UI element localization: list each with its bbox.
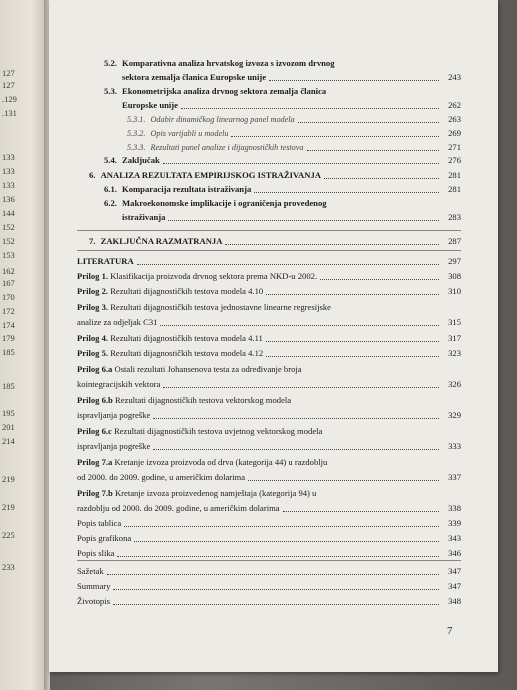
toc-entry-title: Životopis (77, 596, 110, 606)
left-page-number: 133 (2, 166, 15, 176)
toc-entry-title: Europske unije (122, 100, 178, 110)
toc-entry-number: Prilog 1. (77, 271, 111, 281)
left-page-number: 127 (2, 80, 15, 90)
toc-entry-page: 276 (448, 155, 461, 165)
toc-entry (77, 472, 245, 483)
toc-leader-dots (231, 136, 439, 137)
toc-leader-dots (307, 150, 439, 151)
toc-entry-title: Popis tablica (77, 518, 122, 528)
toc-entry-page: 333 (448, 441, 461, 451)
left-page-number: 219 (2, 502, 15, 512)
toc-entry (77, 441, 150, 452)
toc-leader-dots (117, 556, 439, 557)
toc-entry (77, 379, 160, 390)
left-page-number: 185 (2, 381, 15, 391)
toc-entry (122, 72, 266, 83)
toc-entry (77, 348, 263, 359)
toc-entry-page: 348 (448, 596, 461, 606)
toc-entry (77, 426, 322, 437)
toc-entry-page: 337 (448, 472, 461, 482)
toc-entry-title: Rezultati dijagnostičkih testova modela 4.12 (110, 348, 264, 358)
toc-entry-title: od 2000. do 2009. godine, u američkim dolarima (77, 472, 246, 482)
toc-entry-number: 6.1. (104, 184, 120, 194)
toc-leader-dots (181, 108, 439, 109)
toc-entry-title: Rezultati panel analize i dijagnostičkih testova (150, 143, 304, 152)
toc-leader-dots (320, 279, 439, 280)
toc-leader-dots (160, 325, 439, 326)
toc-leader-dots (163, 163, 439, 164)
left-page-number: 233 (2, 562, 15, 572)
toc-entry-page: 347 (448, 581, 461, 591)
toc-leader-dots (137, 264, 439, 265)
toc-entry-page: 263 (448, 114, 461, 124)
toc-entry-number: 5.2. (104, 58, 120, 68)
left-page-number: 153 (2, 250, 15, 260)
toc-leader-dots (107, 574, 439, 575)
left-page-number: 167 (2, 278, 15, 288)
left-page-number: 179 (2, 333, 15, 343)
left-page-number: .131 (2, 108, 17, 118)
left-page-number: 174 (2, 320, 15, 330)
toc-leader-dots (266, 356, 439, 357)
toc-entry (77, 256, 134, 267)
toc-leader-dots (163, 387, 439, 388)
toc-entry-number: Prilog 7.a (77, 457, 115, 467)
toc-entry-number: Prilog 7.b (77, 488, 115, 498)
toc-entry (122, 212, 165, 223)
toc-entry-page: 326 (448, 379, 461, 389)
toc-entry-title: sektora zemalja članica Europske unije (122, 72, 267, 82)
toc-entry (77, 271, 317, 282)
toc-entry-title: Komparacija rezultata istraživanja (122, 184, 252, 194)
toc-leader-dots (113, 589, 439, 590)
toc-leader-dots (266, 341, 439, 342)
toc-entry-title: ispravljanja pogreške (77, 441, 151, 451)
toc-entry-number: 5.3.2. (127, 129, 148, 138)
toc-entry (77, 596, 110, 607)
toc-entry-number: Prilog 6.a (77, 364, 115, 374)
toc-entry (77, 581, 110, 592)
toc-entry-title: Kretanje izvoza proizvoda od drva (kategorija 44) u razdoblju (114, 457, 328, 467)
toc-entry (127, 114, 295, 125)
toc-entry-title: Rezultati dijagnostičkih testova jednostavne linearne regresijske (110, 302, 331, 312)
toc-entry-title: Ekonometrijska analiza drvnog sektora zemalja članica (122, 86, 327, 96)
toc-entry (77, 286, 263, 297)
toc-entry-title: Summary (77, 581, 111, 591)
toc-entry-number: 6. (89, 170, 98, 180)
toc-entry (77, 410, 150, 421)
toc-entry-title: istraživanja (122, 212, 166, 222)
toc-leader-dots (269, 80, 439, 81)
toc-entry (77, 488, 316, 499)
toc-entry-title: Sažetak (77, 566, 104, 576)
toc-entry-title: ZAKLJUČNA RAZMATRANJA (100, 236, 223, 246)
toc-entry-page: 343 (448, 533, 461, 543)
toc-entry-title: Rezultati dijagnostičkih testova uvjetnog vektorskog modela (114, 426, 323, 436)
toc-entry-title: Rezultati dijagnostičkih testova modela 4.11 (110, 333, 263, 343)
toc-entry-title: ANALIZA REZULTATA EMPIRIJSKOG ISTRAŽIVANJA (100, 170, 321, 180)
toc-entry-title: Ostali rezultati Johansenova testa za određivanje broja (114, 364, 302, 374)
toc-entry-page: 329 (448, 410, 461, 420)
toc-entry (89, 236, 222, 247)
toc-leader-dots (124, 526, 439, 527)
left-page-number: 127 (2, 68, 15, 78)
toc-entry-number: Prilog 5. (77, 348, 111, 358)
toc-entry-title: Komparativna analiza hrvatskog izvoza s izvozom drvnog (122, 58, 335, 68)
toc-entry-page: 281 (448, 184, 461, 194)
toc-leader-dots (324, 178, 439, 179)
toc-entry (77, 302, 331, 313)
toc-entry-title: Odabir dinamičkog linearnog panel modela (150, 115, 295, 124)
left-page-number: 133 (2, 180, 15, 190)
toc-entry (127, 128, 228, 139)
toc-leader-dots (168, 220, 439, 221)
toc-entry-page: 269 (448, 128, 461, 138)
toc-leader-dots (248, 480, 439, 481)
toc-entry-page: 310 (448, 286, 461, 296)
left-page-number: 133 (2, 152, 15, 162)
toc-entry-number: 7. (89, 236, 98, 246)
section-divider (77, 230, 461, 231)
toc-entry-number: 6.2. (104, 198, 120, 208)
left-page-number: 172 (2, 306, 15, 316)
left-page-number: 214 (2, 436, 15, 446)
left-page-number: 185 (2, 347, 15, 357)
left-page-number: 195 (2, 408, 15, 418)
toc-entry-title: Rezultati dijagnostičkih testova modela 4.10 (110, 286, 264, 296)
toc-entry (77, 518, 121, 529)
toc-entry-page: 281 (448, 170, 461, 180)
toc-entry (77, 333, 263, 344)
toc-entry-title: Opis varijabli u modelu (150, 129, 229, 138)
toc-entry-page: 323 (448, 348, 461, 358)
toc-entry (77, 317, 157, 328)
toc-entry (104, 58, 335, 69)
toc-entry-number: 5.3. (104, 86, 120, 96)
toc-entry-title: Zaključak (122, 155, 160, 165)
toc-entry-title: Rezultati dijagnostičkih testova vektorskog modela (114, 395, 292, 405)
toc-entry (104, 184, 251, 195)
toc-leader-dots (225, 244, 439, 245)
toc-entry (77, 364, 302, 375)
toc-entry (122, 100, 178, 111)
section-divider (77, 560, 461, 561)
toc-entry-number: Prilog 2. (77, 286, 111, 296)
toc-entry-page: 315 (448, 317, 461, 327)
toc-entry-title: Popis slika (77, 548, 115, 558)
toc-entry-page: 243 (448, 72, 461, 82)
toc-entry-page: 283 (448, 212, 461, 222)
left-page-number: 152 (2, 236, 15, 246)
toc-leader-dots (298, 122, 439, 123)
toc-entry (77, 395, 291, 406)
toc-entry-page: 262 (448, 100, 461, 110)
toc-entry-page: 271 (448, 142, 461, 152)
toc-entry-title: razdoblju od 2000. do 2009. godine, u američkim dolarima (77, 503, 280, 513)
section-divider (77, 250, 461, 251)
toc-entry-page: 346 (448, 548, 461, 558)
toc-entry-title: Klasifikacija proizvoda drvnog sektora prema NKD-u 2002. (110, 271, 318, 281)
toc-leader-dots (134, 541, 439, 542)
left-page-number: 152 (2, 222, 15, 232)
toc-leader-dots (153, 418, 439, 419)
toc-leader-dots (153, 449, 439, 450)
left-page-number: .129 (2, 94, 17, 104)
page-number: 7 (447, 625, 453, 637)
toc-entry-title: ispravljanja pogreške (77, 410, 151, 420)
toc-entry-number: 5.3.3. (127, 143, 148, 152)
toc-entry-title: Kretanje izvoza proizvedenog namještaja (kategorija 94) u (114, 488, 317, 498)
toc-entry-number: Prilog 3. (77, 302, 111, 312)
toc-leader-dots (254, 192, 439, 193)
toc-entry-number: Prilog 4. (77, 333, 111, 343)
toc-entry-page: 339 (448, 518, 461, 528)
toc-entry (104, 155, 160, 166)
toc-entry-number: Prilog 6.b (77, 395, 115, 405)
toc-entry (104, 198, 327, 209)
toc-entry-page: 287 (448, 236, 461, 246)
toc-entry-title: Makroekonomske implikacije i ograničenja provedenog (122, 198, 327, 208)
left-page-number: 136 (2, 194, 15, 204)
left-page-number: 144 (2, 208, 15, 218)
left-page-number: 162 (2, 266, 15, 276)
left-page-number: 219 (2, 474, 15, 484)
toc-entry (77, 566, 104, 577)
toc-entry (77, 457, 327, 468)
toc-entry-number: 5.4. (104, 155, 120, 165)
toc-entry (77, 533, 131, 544)
toc-entry (77, 548, 114, 559)
toc-entry-page: 347 (448, 566, 461, 576)
toc-entry (104, 86, 326, 97)
toc-entry-title: kointegracijskih vektora (77, 379, 161, 389)
toc-entry-title: analize za odjeljak C31 (77, 317, 158, 327)
toc-leader-dots (266, 294, 439, 295)
toc-leader-dots (283, 511, 439, 512)
toc-entry-title: Popis grafikona (77, 533, 132, 543)
toc-entry-page: 317 (448, 333, 461, 343)
toc-entry-page: 338 (448, 503, 461, 513)
toc-entry-number: Prilog 6.c (77, 426, 114, 436)
toc-entry-title: LITERATURA (77, 256, 134, 266)
toc-entry (77, 503, 280, 514)
toc-entry (89, 170, 321, 181)
toc-entry-number: 5.3.1. (127, 115, 148, 124)
left-page-number: 225 (2, 530, 15, 540)
toc-entry-page: 297 (448, 256, 461, 266)
toc-entry (127, 142, 304, 153)
toc-page (49, 0, 498, 672)
left-page-number: 170 (2, 292, 15, 302)
toc-leader-dots (113, 604, 439, 605)
left-page-number: 201 (2, 422, 15, 432)
toc-entry-page: 308 (448, 271, 461, 281)
